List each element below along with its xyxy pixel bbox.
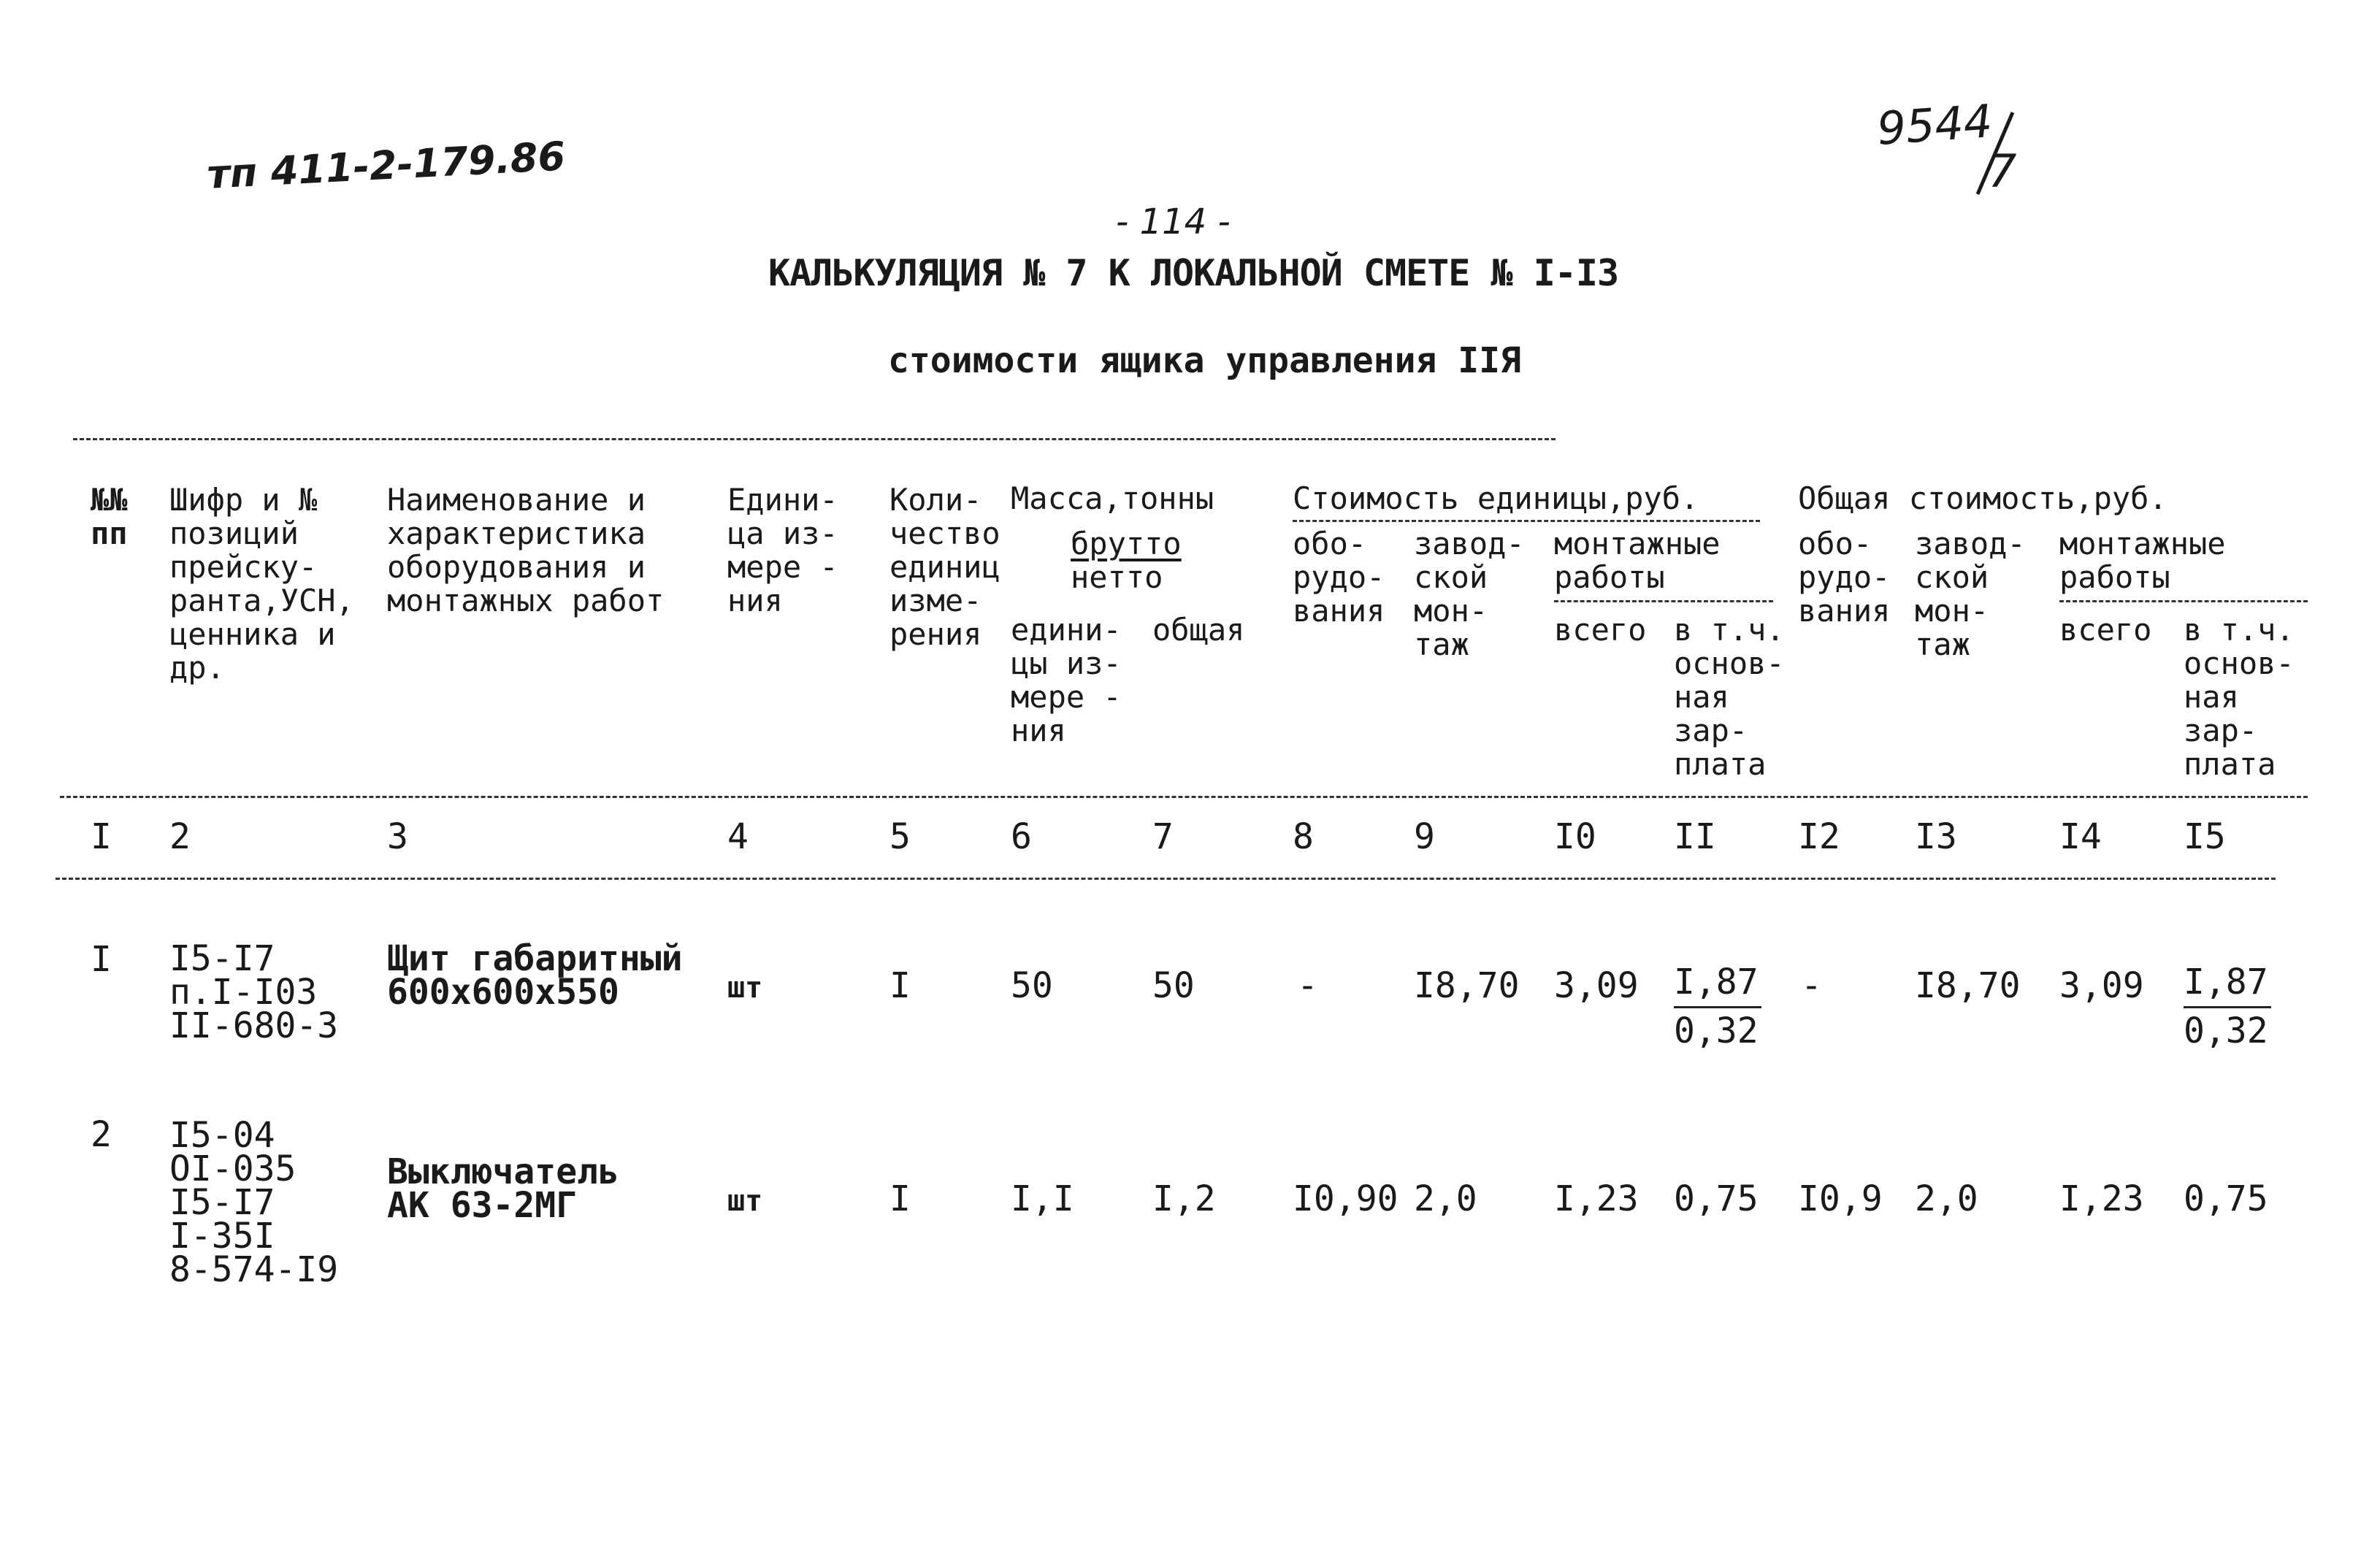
column-number: 4 [727, 816, 749, 857]
column-number: I [91, 816, 112, 857]
header-netto: нетто [1071, 559, 1163, 595]
column-numbers-rule [56, 878, 2276, 880]
sheet-mark-top: 9544 [1875, 93, 1994, 156]
header-col-2: Шифр и № позиций прейску- ранта,УСН, ценника и др. [169, 482, 354, 686]
document-subtitle: стоимости ящика управления IIЯ [888, 340, 1521, 381]
row-number: 2 [91, 1114, 112, 1155]
row-mount-total-total: I,23 [2059, 1178, 2144, 1219]
row-equip-total: I0,9 [1798, 1178, 1883, 1219]
wage-numerator: I,87 [1674, 959, 1761, 1008]
row-equip-total: - [1801, 965, 1822, 1006]
header-col-3: Наименование и характеристика оборудования и монтажных работ [387, 482, 665, 618]
header-col-11: в т.ч. основ- ная зар- плата [1674, 612, 1785, 782]
wage-denominator: 0,32 [1674, 1010, 1759, 1051]
header-mount-total: монтажные работы [2059, 526, 2226, 595]
wage-numerator: I,87 [2184, 959, 2271, 1008]
row-code: I5-I7 п.I-I03 II-680-3 [169, 938, 339, 1046]
header-col-1: №№ пп [91, 482, 128, 551]
row-mount-total-wage [2184, 959, 2271, 1054]
row-mass-total: 50 [1152, 965, 1195, 1006]
header-col-7: общая [1152, 612, 1245, 648]
header-col-9: завод- ской мон- таж [1414, 526, 1525, 662]
header-col-6: едини- цы из- мере - ния [1011, 612, 1122, 748]
row-factory-unit: I8,70 [1414, 965, 1520, 1006]
header-unit-cost-group: Стоимость единицы,руб. [1293, 480, 1699, 516]
row-mount-unit-total: I,23 [1554, 1178, 1639, 1219]
header-brutto: брутто [1071, 526, 1182, 561]
row-unit: шт [727, 971, 763, 1005]
row-mass-unit: 50 [1011, 965, 1053, 1006]
column-number: 9 [1414, 816, 1435, 857]
column-number: I4 [2059, 816, 2102, 857]
header-bottom-rule [60, 796, 2308, 798]
column-number: 7 [1152, 816, 1174, 857]
row-mount-unit-wage [1674, 959, 1761, 1054]
column-number: 6 [1011, 816, 1032, 857]
column-number: I3 [1915, 816, 1957, 857]
column-number: 2 [169, 816, 191, 857]
row-mass-total: I,2 [1152, 1178, 1216, 1219]
row-unit: шт [727, 1184, 763, 1218]
row-name: Щит габаритный 600х600х550 [387, 938, 683, 1013]
row-mount-total-total: 3,09 [2059, 965, 2144, 1006]
mount-unit-rule [1554, 600, 1773, 602]
header-col-5: Коли- чество единиц изме- рения [889, 482, 1000, 652]
row-qty: I [889, 1178, 911, 1219]
header-total-cost-group: Общая стоимость,руб. [1798, 480, 2167, 516]
header-col-12: обо- рудо- вания [1798, 526, 1891, 629]
wage-denominator: 0,32 [2184, 1010, 2268, 1051]
column-number: I5 [2184, 816, 2226, 857]
header-mount-unit: монтажные работы [1554, 526, 1721, 595]
column-number: II [1674, 816, 1716, 857]
row-mount-unit-wage: 0,75 [1674, 1178, 1759, 1219]
column-number: 8 [1293, 816, 1314, 857]
document-code: тп 411-2-179.86 [206, 133, 567, 198]
row-mass-unit: I,I [1011, 1178, 1074, 1219]
table-top-rule [73, 438, 1556, 440]
row-qty: I [889, 965, 911, 1006]
page-number: - 114 - [1116, 202, 1231, 242]
column-number: 3 [387, 816, 408, 857]
column-number: 5 [889, 816, 911, 857]
row-factory-unit: 2,0 [1414, 1178, 1477, 1219]
column-number: I2 [1798, 816, 1840, 857]
header-mass-group: Масса,тонны [1011, 480, 1214, 516]
header-col-14: всего [2059, 612, 2152, 648]
mount-total-rule [2059, 600, 2308, 602]
header-col-13: завод- ской мон- таж [1915, 526, 2026, 662]
column-number: I0 [1554, 816, 1596, 857]
row-code: I5-04 OI-035 I5-I7 I-35I 8-574-I9 [169, 1115, 339, 1290]
row-equip-unit: I0,90 [1293, 1178, 1398, 1219]
row-mount-unit-total: 3,09 [1554, 965, 1639, 1006]
row-number: I [91, 939, 112, 980]
row-mount-total-wage: 0,75 [2184, 1178, 2268, 1219]
row-factory-total: 2,0 [1915, 1178, 1978, 1219]
header-col-15: в т.ч. основ- ная зар- плата [2184, 612, 2295, 782]
document-title: КАЛЬКУЛЯЦИЯ № 7 К ЛОКАЛЬНОЙ СМЕТЕ № I-I3 [768, 252, 1619, 294]
row-equip-unit: - [1297, 965, 1318, 1006]
unit-cost-rule [1293, 520, 1760, 522]
header-col-4: Едини- ца из- мере - ния [727, 482, 838, 618]
header-col-8: обо- рудо- вания [1293, 526, 1385, 629]
sheet-mark-bottom: 7 [1988, 145, 2017, 198]
row-factory-total: I8,70 [1915, 965, 2021, 1006]
header-col-10: всего [1554, 612, 1647, 648]
row-name: Выключатель АК 63-2МГ [387, 1151, 619, 1226]
